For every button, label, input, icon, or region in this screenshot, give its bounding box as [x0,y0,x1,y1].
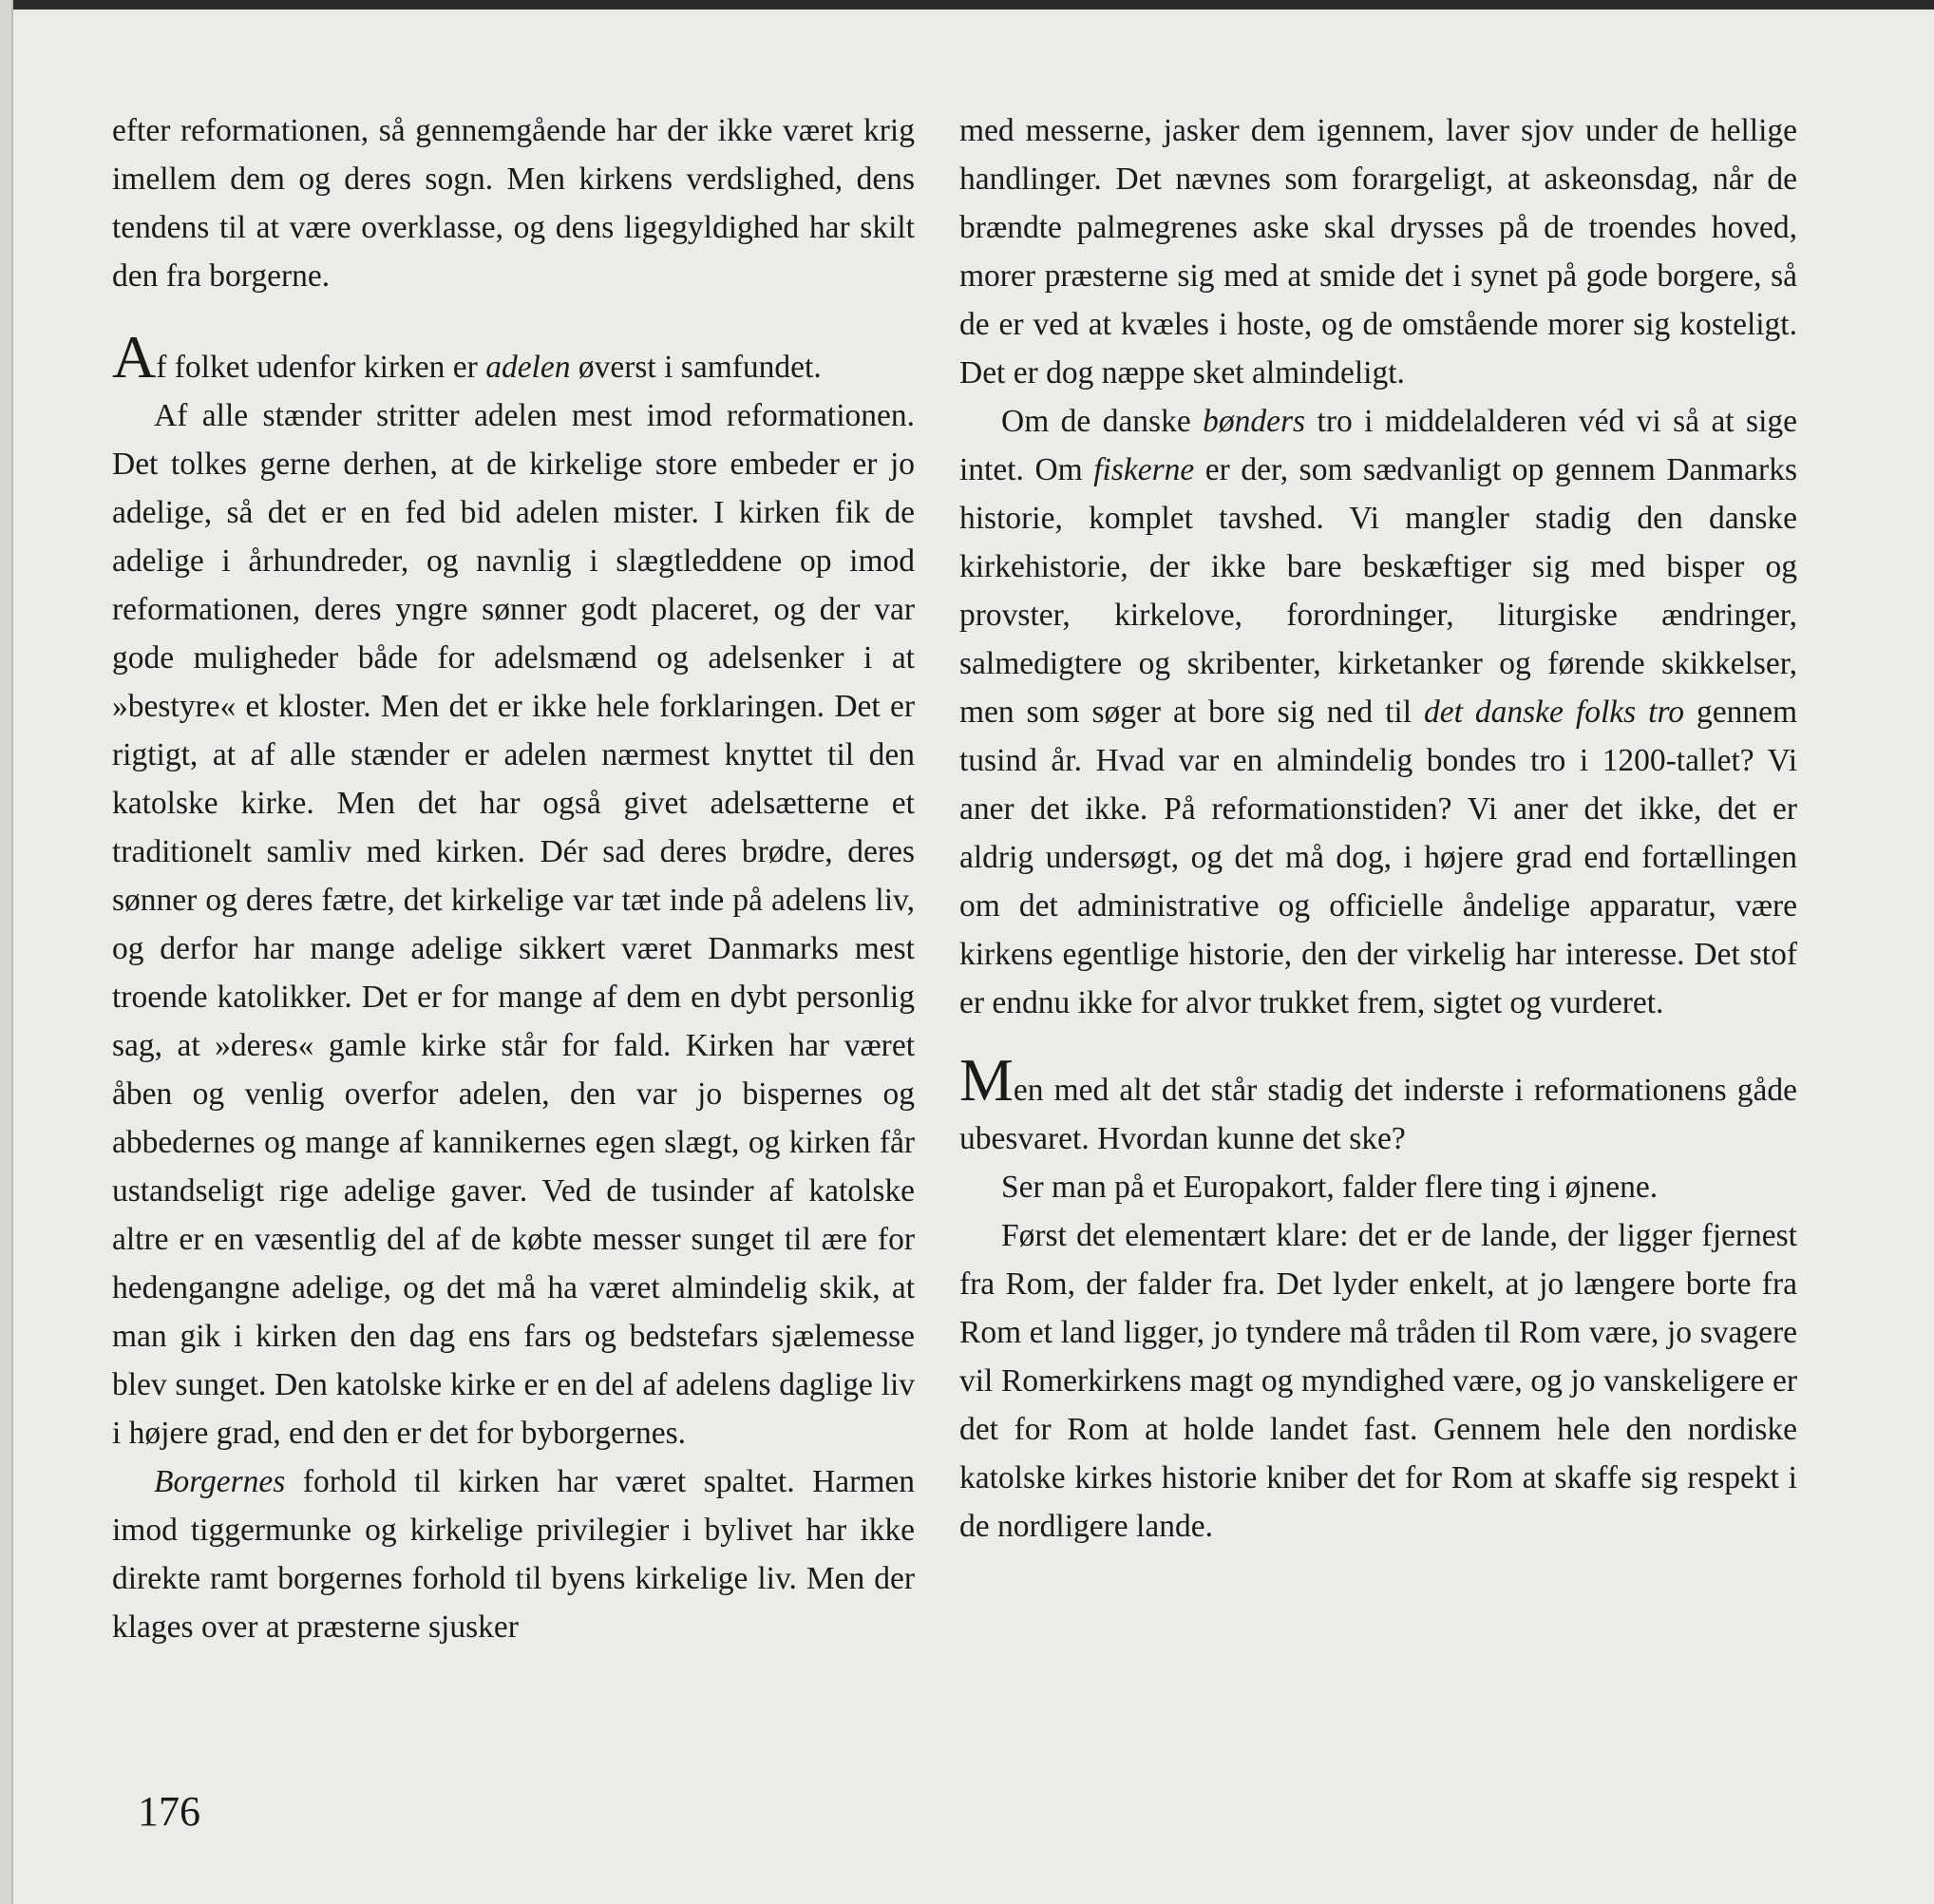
paragraph: med messerne, jasker dem igennem, laver sjov under de hellige handlinger. Det nævnes som forargeligt, at askeonsdag, når de brændte palmegrenes aske skal drysses på de troendes hoved, morer præsterne sig med at smide det i synet på gode borgere, så de er ved at kvæles i hoste, og de omstående morer sig kosteligt. Det er dog næppe sket almindeligt. [959,113,1797,390]
page-number: 176 [138,1788,200,1835]
paragraph-bonder: Om de danske bønders tro i middelalderen véd vi så at sige intet. Om fiskerne er der, som sædvanligt op gennem Danmarks historie, komplet tavshed. Vi mangler stadig den danske kirkehistorie, der ikke bare beskæftiger sig med bisper og provster, kirkelove, forordninger, liturgiske ændringer, salmedigtere og skribenter, kirketanker og førende skikkelser, men som søger at bore sig ned til det danske folks tro gennem tusind år. Hvad var en almindelig bondes tro i 1200-tallet? Vi aner det ikke. På reformationstiden? Vi aner det ikke, det er aldrig undersøgt, og det må dog, i højere grad end fortællingen om det administrative og officielle åndelige apparatur, være kirkens egentlige historie, den der virkelig har interesse. Det stof er endnu ikke for alvor trukket frem, sigtet og vurderet. [959,404,1798,1020]
paragraph-gade: Men med alt det står stadig det inderste i reformationens gåde ubesvaret. Hvordan kunne det ske? [959,1046,1797,1156]
page-top-edge [0,0,1934,10]
paragraph: efter reformationen, så gennemgående har der ikke været krig imellem dem og deres sogn. Men kirkens verdslighed, dens tendens til at være overklasse, og dens ligegyldighed har skilt den fra borgerne. [112,113,915,294]
drop-cap: A [112,323,157,390]
paragraph-borgerne: Borgernes forhold til kirken har været spaltet. Harmen imod tiggermunke og kirkelige privilegier i bylivet har ikke direkte ramt borgernes forhold til byens kirkelige liv. Men der klages over at præsterne sjusker [112,1464,915,1645]
left-column [112,106,915,1651]
paragraph: Af alle stænder stritter adelen mest imod reformationen. Det tolkes gerne derhen, at de kirkelige store embeder er jo adelige, så det er en fed bid adelen mister. I kirken fik de adelige i århundreder, og navnlig i slægtleddene op imod reformationen, deres yngre sønner godt placeret, og der var gode muligheder både for adelsmænd og adelsenker i at »bestyre« et kloster. Men det er ikke hele forklaringen. Det er rigtigt, at af alle stænder er adelen nærmest knyttet til den katolske kirke. Men det har også givet adelsætterne et traditionelt samliv med kirken. Dér sad deres brødre, deres sønner og deres fætre, det kirkelige var tæt inde på adelens liv, og derfor har mange adelige sikkert været Danmarks mest troende katolikker. Det er for mange af dem en dybt personlig sag, at »deres« gamle kirke står for fald. Kirken har været åben og venlig overfor adelen, den var jo bispernes og abbedernes og mange af kannikernes egen slægt, og kirken får ustandseligt rige adelige gaver. Ved de tusinder af katolske altre er en væsentlig del af de købte messer sunget til ære for hedengangne adelige, og det må ha været almindelig skik, at man gik i kirken den dag ens fars og bedstefars sjælemesse blev sunget. Den katolske kirke er en del af adelens daglige liv i højere grad, end den er det for byborgernes. [112,398,915,1451]
paragraph: Ser man på et Europakort, falder flere ting i øjnene. [1001,1170,1659,1205]
right-column [959,106,1797,1551]
drop-cap: M [959,1046,1014,1114]
paragraph-adelen: Af folket udenfor kirken er adelen øverst i samfundet. [112,323,822,390]
paragraph: Først det elementært klare: det er de lande, der ligger fjernest fra Rom, der falder fra. Det lyder enkelt, at jo længere borte fra Rom et land ligger, jo tyndere må tråden til Rom være, jo svagere vil Romerkirkens magt og myndighed være, og jo vanskeligere er det for Rom at holde landet fast. Gennem hele den nordiske katolske kirkes historie kniber det for Rom at skaffe sig respekt i de nordligere lande. [959,1218,1797,1544]
book-spine-edge [0,0,13,1904]
